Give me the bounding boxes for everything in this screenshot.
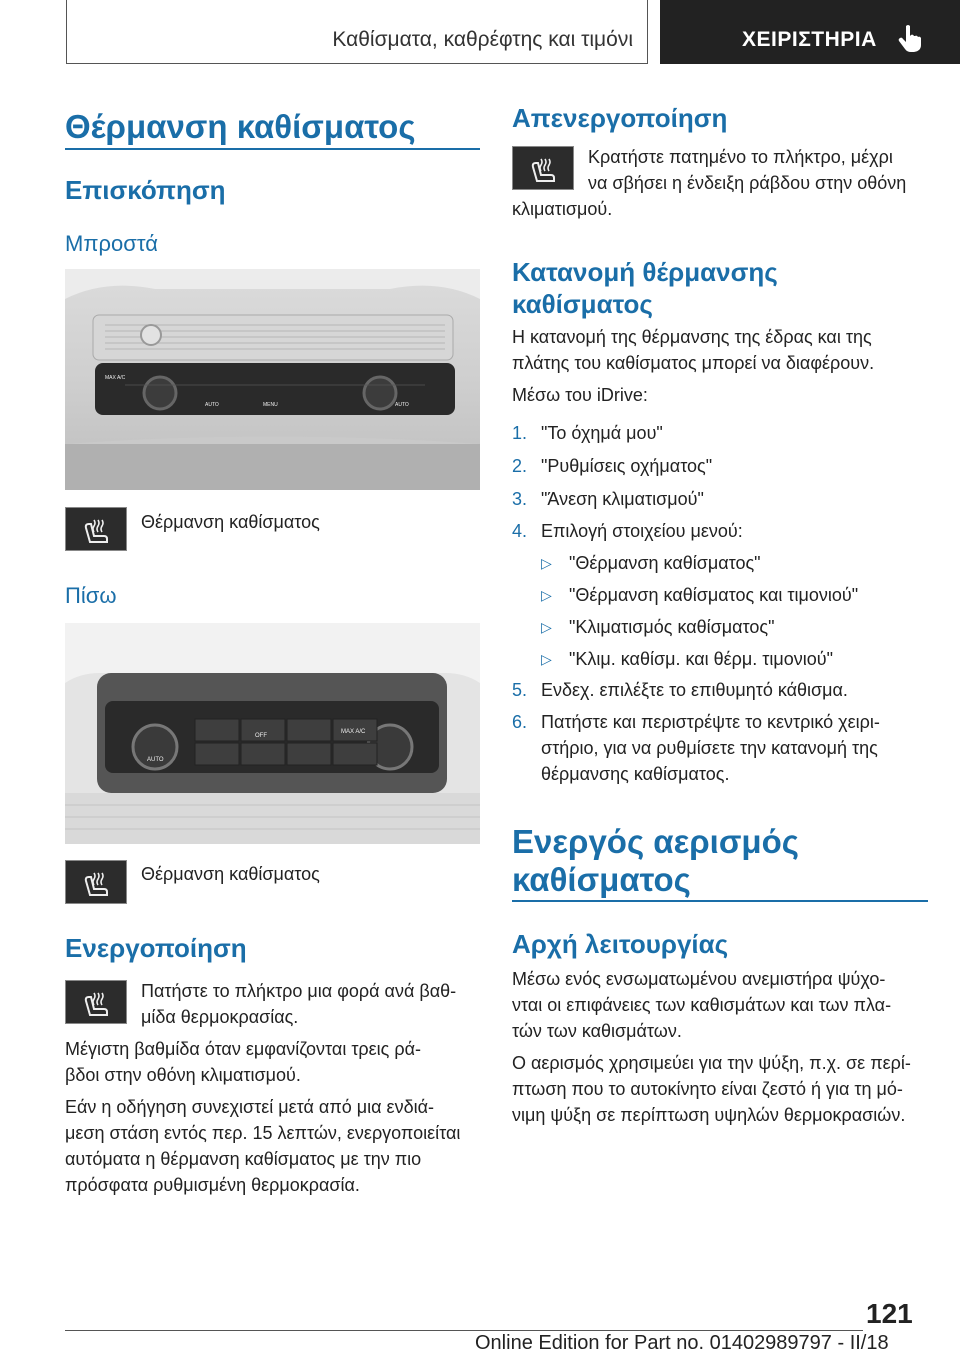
section-tab: [660, 0, 960, 64]
triangle-bullet-icon: ▷: [541, 651, 552, 667]
continue-line3: αυτόματα η θέρμανση καθίσματος με την πιο: [65, 1149, 422, 1169]
subheading-front: Μπροστά: [65, 231, 158, 256]
chapter-title: Καθίσματα, καθρέφτης και τιμόνι: [332, 28, 633, 51]
subheading-deactivation: Απενεργοποίηση: [512, 103, 728, 133]
seat-heating-icon: [82, 869, 112, 897]
rear-label-max-ac: MAX A/C: [341, 729, 366, 735]
triangle-bullet-icon: ▷: [541, 587, 552, 603]
page-header: [0, 0, 960, 66]
heading-rule: [65, 148, 480, 150]
via-idrive: Μέσω του iDrive:: [512, 385, 648, 405]
continue-line2: μεση στάση εντός περ. 15 λεπτών, ενεργοποιείται: [65, 1123, 461, 1143]
seat-heating-icon: [529, 155, 559, 183]
front-label-menu: MENU: [263, 402, 278, 408]
seat-heating-button-image-rear: [65, 860, 127, 904]
rear-label-off: OFF: [255, 733, 267, 739]
subheading-rear: Πίσω: [65, 583, 117, 608]
step6-line3: θέρμανσης καθίσματος.: [541, 764, 730, 784]
rear-caption: Θέρμανση καθίσματος: [141, 864, 320, 884]
subheading-activation: Ενεργοποίηση: [65, 933, 247, 963]
continue-line4: πρόσφατα ρυθμισμένη θερμοκρασία.: [65, 1175, 360, 1195]
chapter-tab: [66, 0, 648, 64]
front-label-max-ac: MAX A/C: [105, 375, 126, 381]
section-title: ΧΕΙΡΙΣΤΗΡΙΑ: [742, 28, 877, 51]
activation-text-line2: μίδα θερμοκρασίας.: [141, 1007, 299, 1027]
seat-heating-icon: [82, 516, 112, 544]
triangle-bullet-icon: ▷: [541, 555, 552, 571]
footer-rule: [65, 1330, 863, 1331]
subheading-distribution-line1: Κατανομή θέρμανσης: [512, 257, 778, 287]
distribution-text-line2: πλάτης του καθίσματος μπορεί να διαφέρουν.: [512, 353, 875, 373]
hand-pointer-icon: [894, 22, 926, 54]
heading-rule: [512, 900, 928, 902]
page-number: 121: [866, 1298, 913, 1329]
distribution-text-line1: Η κατανομή της θέρμανσης της έδρας και της: [512, 327, 872, 347]
section-heading-ventilation-line2: καθίσματος: [512, 861, 691, 898]
seat-heating-icon: [82, 989, 112, 1017]
continue-line1: Εάν η οδήγηση συνεχιστεί μετά από μια ενδιά-: [65, 1097, 434, 1117]
seat-heating-button-image-activation: [65, 980, 127, 1024]
section-heading-seat-heating: Θέρμανση καθίσματος: [65, 108, 416, 145]
section-heading-ventilation-line1: Ενεργός αερισμός: [512, 823, 799, 860]
activation-text-line1: Πατήστε το πλήκτρο μια φορά ανά βαθ-: [141, 981, 457, 1001]
max-level-line1: Μέγιστη βαθμίδα όταν εμφανίζονται τρεις ρά-: [65, 1039, 422, 1059]
step6-line2: στήριο, για να ρυθμίσετε την κατανομή της: [541, 738, 878, 758]
subheading-distribution-line2: καθίσματος: [512, 289, 653, 319]
deactivation-line3: κλιματισμού.: [512, 199, 613, 219]
rear-label-auto: AUTO: [147, 757, 164, 763]
principle-line2: νται οι επιφάνειες των καθισμάτων και των πλα-: [512, 995, 892, 1015]
deactivation-line1: Κρατήστε πατημένο το πλήκτρο, μέχρι: [588, 147, 893, 167]
max-level-line2: βδοι στην οθόνη κλιματισμού.: [65, 1065, 301, 1085]
triangle-bullet-icon: ▷: [541, 619, 552, 635]
principle-line1: Μέσω ενός ενσωματωμένου ανεμιστήρα ψύχο-: [512, 969, 886, 989]
seat-heating-button-image-deactivation: [512, 146, 574, 190]
front-label-auto-right: AUTO: [395, 402, 409, 408]
front-caption: Θέρμανση καθίσματος: [141, 512, 320, 532]
principle-line3: τών των καθισμάτων.: [512, 1021, 682, 1041]
front-label-auto-left: AUTO: [205, 402, 219, 408]
footer-edition: Online Edition for Part no. 01402989797 - II/18: [475, 1332, 889, 1354]
ventilation-line3: νιμη ψύξη σε περίπτωση υψηλών θερμοκρασιών.: [512, 1105, 906, 1125]
rear-climate-panel-photo: [65, 623, 480, 844]
ventilation-line1: Ο αερισμός χρησιμεύει για την ψύξη, π.χ. σε περί-: [512, 1053, 911, 1073]
ventilation-line2: πτωση που το αυτοκίνητο είναι ζεστό ή για τη μό-: [512, 1079, 903, 1099]
subheading-overview: Επισκόπηση: [65, 175, 226, 205]
subheading-principle: Αρχή λειτουργίας: [512, 929, 729, 959]
front-climate-panel-photo: [65, 269, 480, 490]
seat-heating-button-image-front: [65, 507, 127, 551]
deactivation-line2: να σβήσει η ένδειξη ράβδου στην οθόνη: [588, 173, 907, 193]
